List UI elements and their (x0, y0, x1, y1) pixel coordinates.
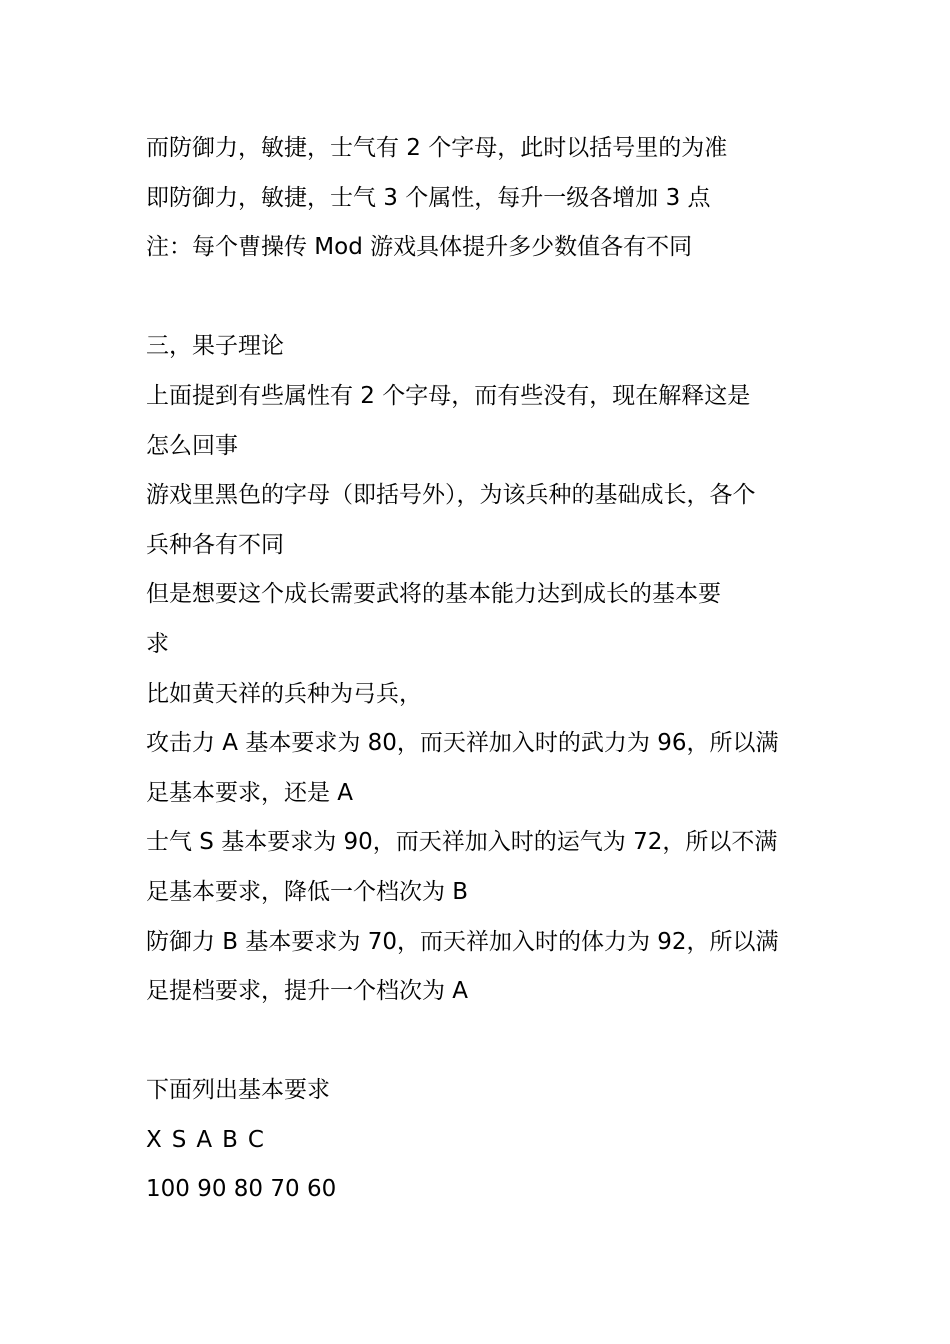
note-line: 注：每个曹操传 Mod 游戏具体提升多少数值各有不同 (146, 234, 693, 261)
paragraph-line: 兵种各有不同 (146, 531, 284, 558)
paragraph-line: 足基本要求，还是 A (146, 779, 354, 806)
grade-letter: B (222, 1126, 238, 1153)
paragraph-line: 士气 S 基本要求为 90，而天祥加入时的运气为 72，所以不满 (146, 829, 778, 856)
grade-letter: S (171, 1126, 187, 1153)
grade-letters-row (146, 1116, 818, 1166)
paragraph-line: 求 (146, 630, 169, 657)
paragraph-line: 攻击力 A 基本要求为 80，而天祥加入时的武力为 96，所以满 (146, 730, 779, 757)
paragraph-line: 防御力 B 基本要求为 70，而天祥加入时的体力为 92，所以满 (146, 928, 779, 955)
paragraph-line: 但是想要这个成长需要武将的基本能力达到成长的基本要 (146, 581, 721, 608)
grade-letter: A (196, 1126, 213, 1153)
paragraph-line: 怎么回事 (146, 432, 238, 459)
paragraph-line: 比如黄天祥的兵种为弓兵， (146, 680, 422, 707)
requirement-values-row: 100 90 80 70 60 (146, 1176, 337, 1203)
grade-letter: X (146, 1126, 162, 1153)
list-heading: 下面列出基本要求 (146, 1077, 330, 1104)
grade-letter: C (247, 1126, 264, 1153)
blank-line (146, 273, 818, 323)
paragraph-line: 足基本要求，降低一个档次为 B (146, 878, 469, 905)
section-heading: 三，果子理论 (146, 333, 284, 360)
blank-line (146, 1017, 818, 1067)
paragraph-line: 上面提到有些属性有 2 个字母，而有些没有，现在解释这是 (146, 382, 751, 409)
paragraph-line: 而防御力，敏捷，士气有 2 个字母，此时以括号里的为准 (146, 135, 728, 161)
document-body (146, 124, 818, 1215)
paragraph-line: 足提档要求，提升一个档次为 A (146, 978, 469, 1005)
paragraph-line: 游戏里黑色的字母（即括号外），为该兵种的基础成长，各个 (146, 482, 756, 509)
paragraph-line: 即防御力，敏捷，士气 3 个属性，每升一级各增加 3 点 (146, 184, 711, 211)
